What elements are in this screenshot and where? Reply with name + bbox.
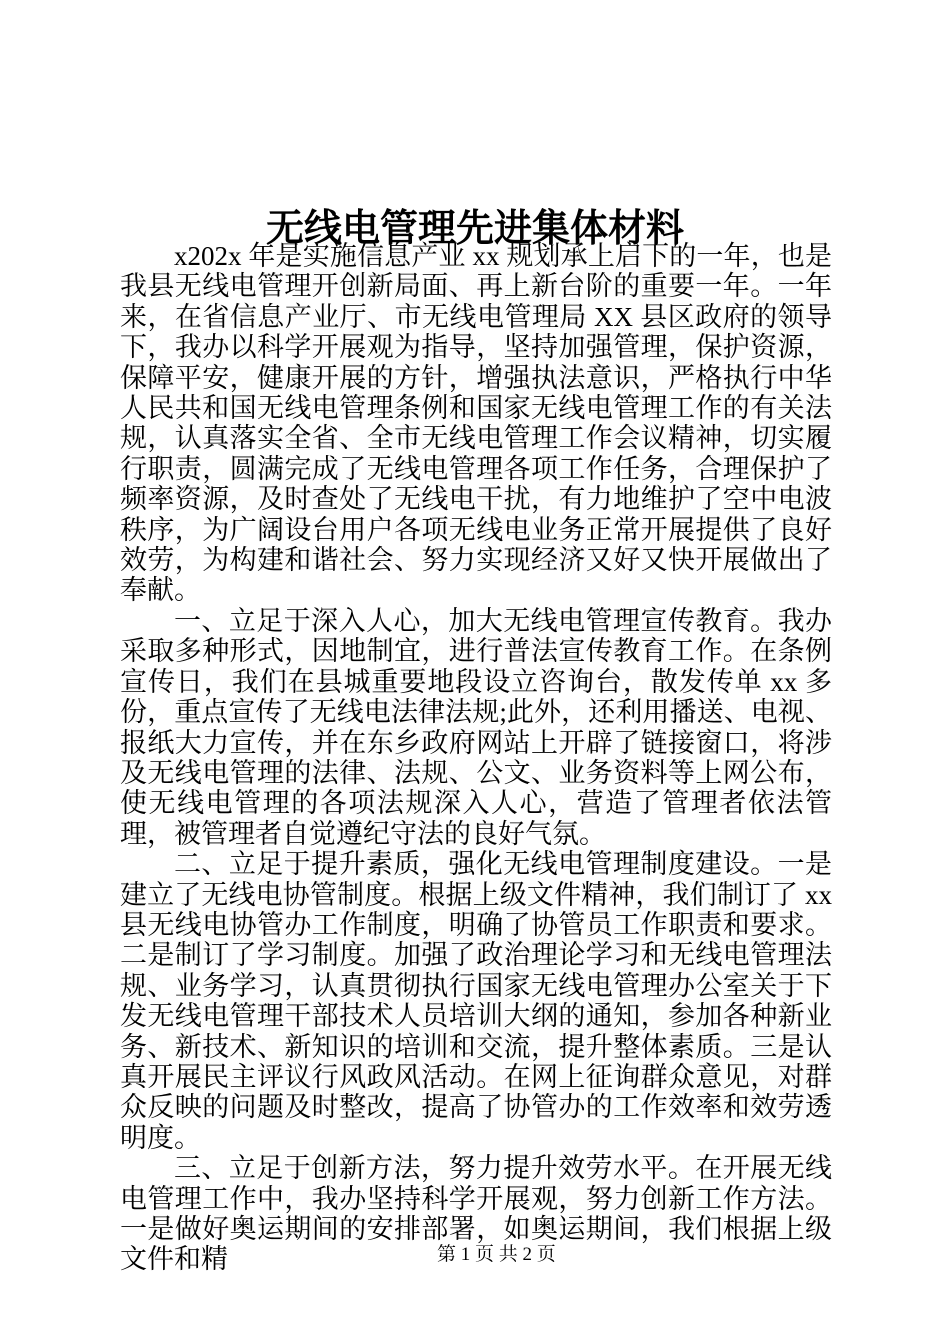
paragraph: 二、立足于提升素质，强化无线电管理制度建设。一是建立了无线电协管制度。根据上级文件精神，我们制订了 xx 县无线电协管办工作制度，明确了协管员工作职责和要求。二是制订了学习制度。加强了政治理论学习和无线电管理法规、业务学习，认真贯彻执行国家无线电管理办公室关于下发无线电管理干部技术人员培训大纲的通知，参加各种新业务、新技术、新知识的培训和交流，提升整体素质。三是认真开展民主评议行风政风活动。在网上征询群众意见，对群众反映的问题及时整改，提高了协管办的工作效率和效劳透明度。 bbox=[120, 849, 832, 1153]
page-footer bbox=[437, 1243, 556, 1267]
page-number-text: 第 1 页 共 2 页 bbox=[437, 1244, 556, 1265]
paragraph: 一、立足于深入人心，加大无线电管理宣传教育。我办采取多种形式，因地制宜，进行普法宣传教育工作。在条例宣传日，我们在县城重要地段设立咨询台，散发传单 xx 多份，重点宣传了无线电法律法规;此外，还利用播送、电视、报纸大力宣传，并在东乡政府网站上开辟了链接窗口，将涉及无线电管理的法律、法规、公文、业务资料等上网公布，使无线电管理的各项法规深入人心，营造了管理者依法管理，被管理者自觉遵纪守法的良好气氛。 bbox=[120, 605, 832, 849]
paragraph: x202x 年是实施信息产业 xx 规划承上启下的一年，也是我县无线电管理开创新局面、再上新台阶的重要一年。一年来，在省信息产业厅、市无线电管理局 XX 县区政府的领导下，我办以科学开展观为指导，坚持加强管理，保护资源，保障平安，健康开展的方针，增强执法意识，严格执行中华人民共和国无线电管理条例和国家无线电管理工作的有关法规，认真落实全省、全市无线电管理工作会议精神，切实履行职责，圆满完成了无线电管理各项工作任务，合理保护了频率资源，及时查处了无线电干扰，有力地维护了空中电波秩序，为广阔设台用户各项无线电业务正常开展提供了良好效劳，为构建和谐社会、努力实现经济又好又快开展做出了奉献。 bbox=[120, 241, 832, 606]
paragraph: 三、立足于创新方法，努力提升效劳水平。在开展无线电管理工作中，我办坚持科学开展观，努力创新工作方法。一是做好奥运期间的安排部署，如奥运期间，我们根据上级文件和精 bbox=[120, 1153, 832, 1275]
document-title: 无线电管理先进集体材料 bbox=[265, 208, 684, 251]
document-body bbox=[120, 241, 832, 1275]
